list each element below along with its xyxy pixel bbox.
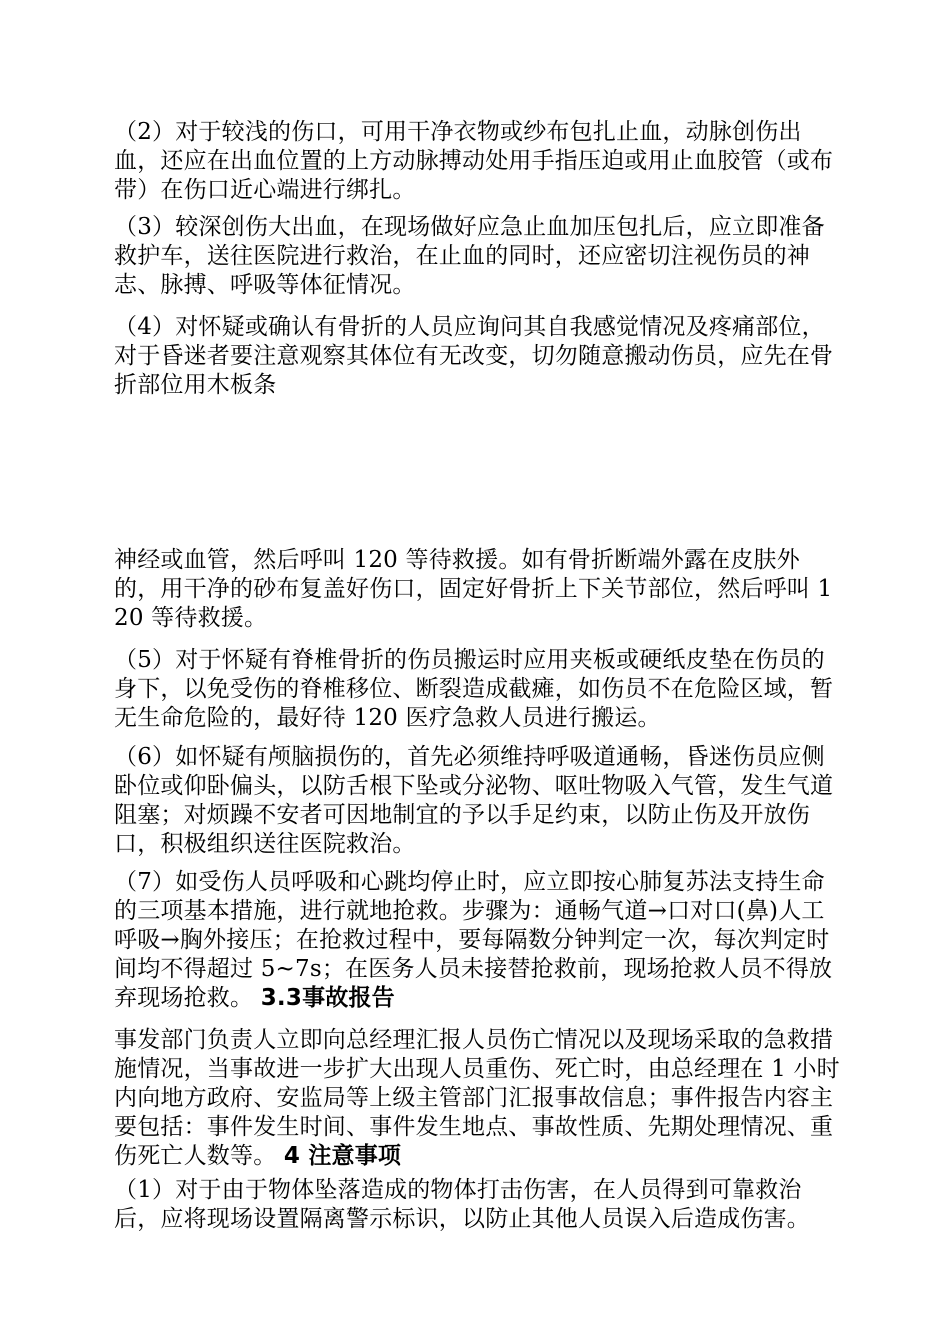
paragraph-deep-wound: （3）较深创伤大出血，在现场做好应急止血加压包扎后，应立即准备救护车，送往医院进行救治，在止血的同时，还应密切注视伤员的神志、脉搏、呼吸等体征情况。 (114, 214, 825, 298)
paragraph-accident-report (114, 1026, 846, 1171)
section-heading-notes: 4 注意事项 (283, 1143, 402, 1169)
paragraph-cpr-text: （7）如受伤人员呼吸和心跳均停止时，应立即按心肺复苏法支持生命的三项基本措施，进行就地抢救。步骤为：通畅气道→口对口(鼻)人工呼吸→胸外接压；在抢救过程中，要每隔数分钟判定一次，每次判定时间均不得超过 5~7s；在医务人员未接替抢救前，现场抢救人员不得放弃现场抢救。 (114, 869, 833, 1011)
paragraph-falling-object: （1）对于由于物体坠落造成的物体打击伤害，在人员得到可靠救治后，应将现场设置隔离警示标识，以防止其他人员误入后造成伤害。 (114, 1177, 810, 1232)
paragraph-spine-fracture: （5）对于怀疑有脊椎骨折的伤员搬运时应用夹板或硬纸皮垫在伤员的身下，以免受伤的脊椎移位、断裂造成截瘫，如伤员不在危险区域，暂无生命危险的，最好待 120 医疗急救人员进行搬运。 (114, 647, 834, 731)
paragraph-fracture-check: （4）对怀疑或确认有骨折的人员应询问其自我感觉情况及疼痛部位，对于昏迷者要注意观察其体位有无改变，切勿随意搬动伤员，应先在骨折部位用木板条 (114, 314, 834, 398)
paragraph-fracture-continued: 神经或血管，然后呼叫 120 等待救援。如有骨折断端外露在皮肤外的，用干净的砂布复盖好伤口，固定好骨折上下关节部位，然后呼叫 120 等待救援。 (114, 547, 833, 631)
section-heading-accident-report: 3.3事故报告 (260, 985, 395, 1011)
paragraph-shallow-wound: （2）对于较浅的伤口，可用干净衣物或纱布包扎止血，动脉创伤出血，还应在出血位置的上方动脉搏动处用手指压迫或用止血胶管（或布带）在伤口近心端进行绑扎。 (114, 119, 834, 203)
paragraph-accident-report-text: 事发部门负责人立即向总经理汇报人员伤亡情况以及现场采取的急救措施情况，当事故进一步扩大出现人员重伤、死亡时，由总经理在 1 小时内向地方政府、安监局等上级主管部门汇报事故信息；事件报告内容主要包括：事件发生时间、事件发生地点、事故性质、先期处理情况、重伤死亡人数等。 (114, 1027, 840, 1169)
paragraph-cpr (114, 868, 846, 1013)
paragraph-head-injury: （6）如怀疑有颅脑损伤的，首先必须维持呼吸道通畅，昏迷伤员应侧卧位或仰卧偏头，以防舌根下坠或分泌物、呕吐物吸入气管，发生气道阻塞；对烦躁不安者可因地制宜的予以手足约束，以防止伤及开放伤口，积极组织送往医院救治。 (114, 744, 834, 857)
